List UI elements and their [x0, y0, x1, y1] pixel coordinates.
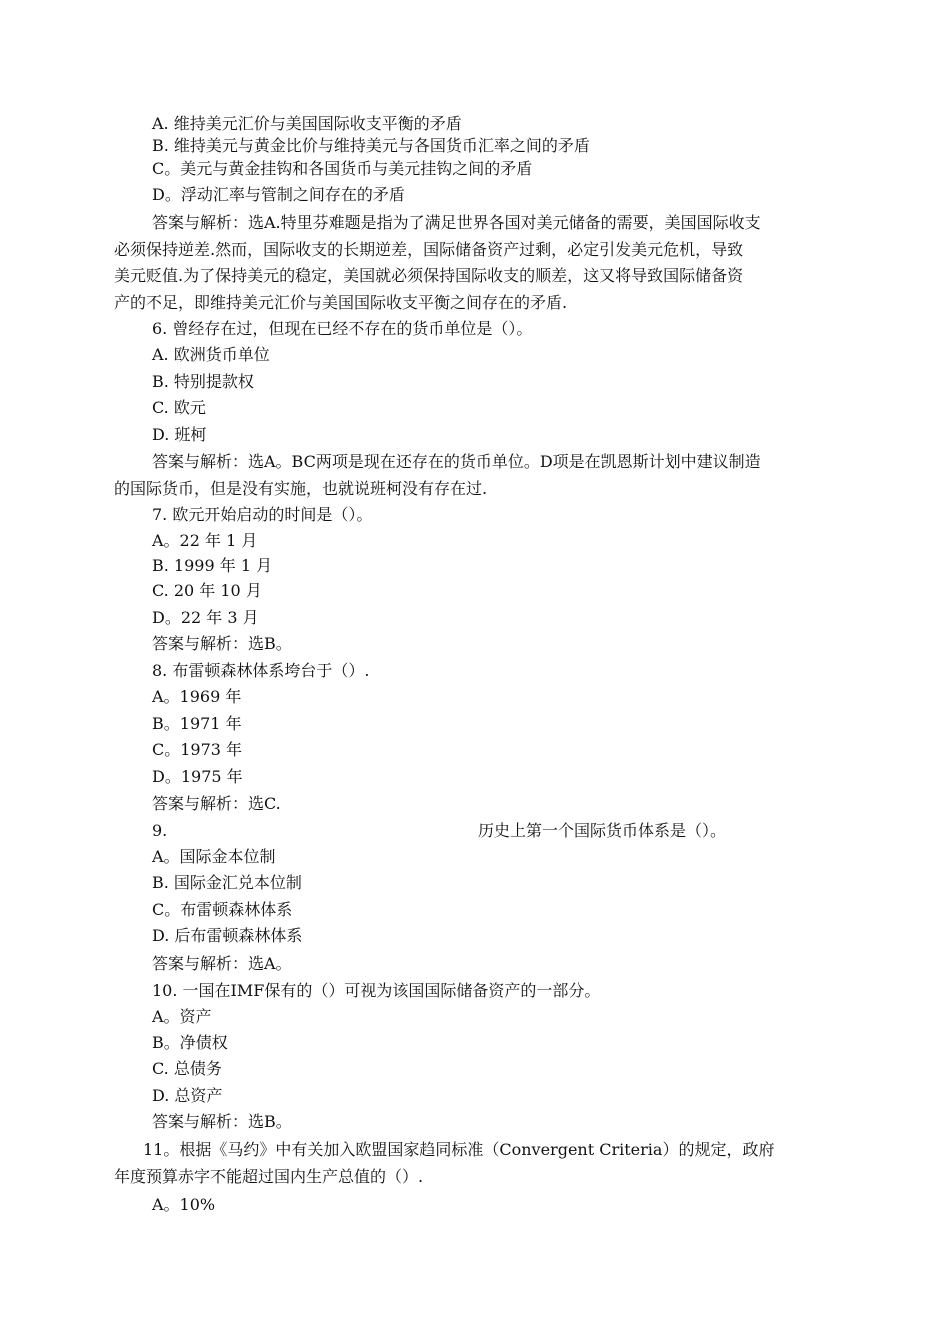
q8-question: 8. 布雷顿森林体系垮台于（）.	[152, 661, 370, 680]
q7-option-d: D。22 年 3 月	[152, 608, 259, 627]
q6-answer-line-2: 的国际货币，但是没有实施，也就说班柯没有存在过.	[114, 479, 488, 498]
q10-answer: 答案与解析：选B。	[152, 1112, 292, 1131]
q6-question: 6. 曾经存在过，但现在已经不存在的货币单位是（）。	[152, 319, 533, 338]
q7-option-c: C. 20 年 10 月	[152, 581, 262, 600]
q6-option-b: B. 特别提款权	[152, 372, 254, 391]
q5-option-d: D。浮动汇率与管制之间存在的矛盾	[152, 185, 405, 204]
q6-option-d: D. 班柯	[152, 425, 207, 444]
q6-option-a: A. 欧洲货币单位	[152, 345, 270, 364]
q6-option-c: C. 欧元	[152, 398, 206, 417]
q8-option-c: C。1973 年	[152, 740, 243, 759]
q9-option-c: C。布雷顿森林体系	[152, 900, 293, 919]
q10-option-a: A。资产	[152, 1007, 212, 1026]
q8-answer: 答案与解析：选C.	[152, 794, 281, 813]
q10-option-c: C. 总债务	[152, 1059, 222, 1078]
q10-option-d: D. 总资产	[152, 1086, 223, 1105]
q7-question: 7. 欧元开始启动的时间是（）。	[152, 505, 373, 524]
q11-option-a: A。10%	[152, 1195, 216, 1214]
q5-option-a: A. 维持美元汇价与美国国际收支平衡的矛盾	[152, 114, 462, 133]
q9-number: 9.	[152, 821, 168, 840]
q5-answer-line-1: 答案与解析：选A.特里芬难题是指为了满足世界各国对美元储备的需要，美国国际收支	[152, 213, 761, 232]
q5-answer-line-2: 必须保持逆差.然而，国际收支的长期逆差，国际储备资产过剩，必定引发美元危机，导致	[114, 240, 744, 259]
q6-answer-line-1: 答案与解析：选A。BC两项是现在还存在的货币单位。D项是在凯恩斯计划中建议制造	[152, 452, 761, 471]
q11-question-line-1: 11。根据《马约》中有关加入欧盟国家趋同标准（Convergent Criteria）的规定，政府	[143, 1140, 775, 1159]
q7-option-b: B. 1999 年 1 月	[152, 556, 273, 575]
q7-option-a: A。22 年 1 月	[152, 531, 258, 550]
q8-option-a: A。1969 年	[152, 687, 242, 706]
q5-option-c: C。美元与黄金挂钩和各国货币与美元挂钩之间的矛盾	[152, 159, 533, 178]
q8-option-b: B。1971 年	[152, 714, 242, 733]
q7-answer: 答案与解析：选B。	[152, 634, 292, 653]
q9-option-b: B. 国际金汇兑本位制	[152, 873, 302, 892]
q10-option-b: B。净债权	[152, 1033, 228, 1052]
q8-option-d: D。1975 年	[152, 767, 243, 786]
q9-question: 历史上第一个国际货币体系是（）。	[478, 821, 727, 840]
q10-question: 10. 一国在IMF保有的（）可视为该国国际储备资产的一部分。	[152, 981, 601, 1000]
q9-option-d: D. 后布雷顿森林体系	[152, 926, 303, 945]
q9-answer: 答案与解析：选A。	[152, 954, 292, 973]
q9-option-a: A。国际金本位制	[152, 847, 276, 866]
q11-question-line-2: 年度预算赤字不能超过国内生产总值的（）.	[114, 1167, 424, 1186]
q5-answer-line-4: 产的不足，即维持美元汇价与美国国际收支平衡之间存在的矛盾.	[114, 293, 568, 312]
q5-answer-line-3: 美元贬值.为了保持美元的稳定，美国就必须保持国际收支的顺差，这又将导致国际储备资	[114, 266, 744, 285]
q5-option-b: B. 维持美元与黄金比价与维持美元与各国货币汇率之间的矛盾	[152, 136, 590, 155]
